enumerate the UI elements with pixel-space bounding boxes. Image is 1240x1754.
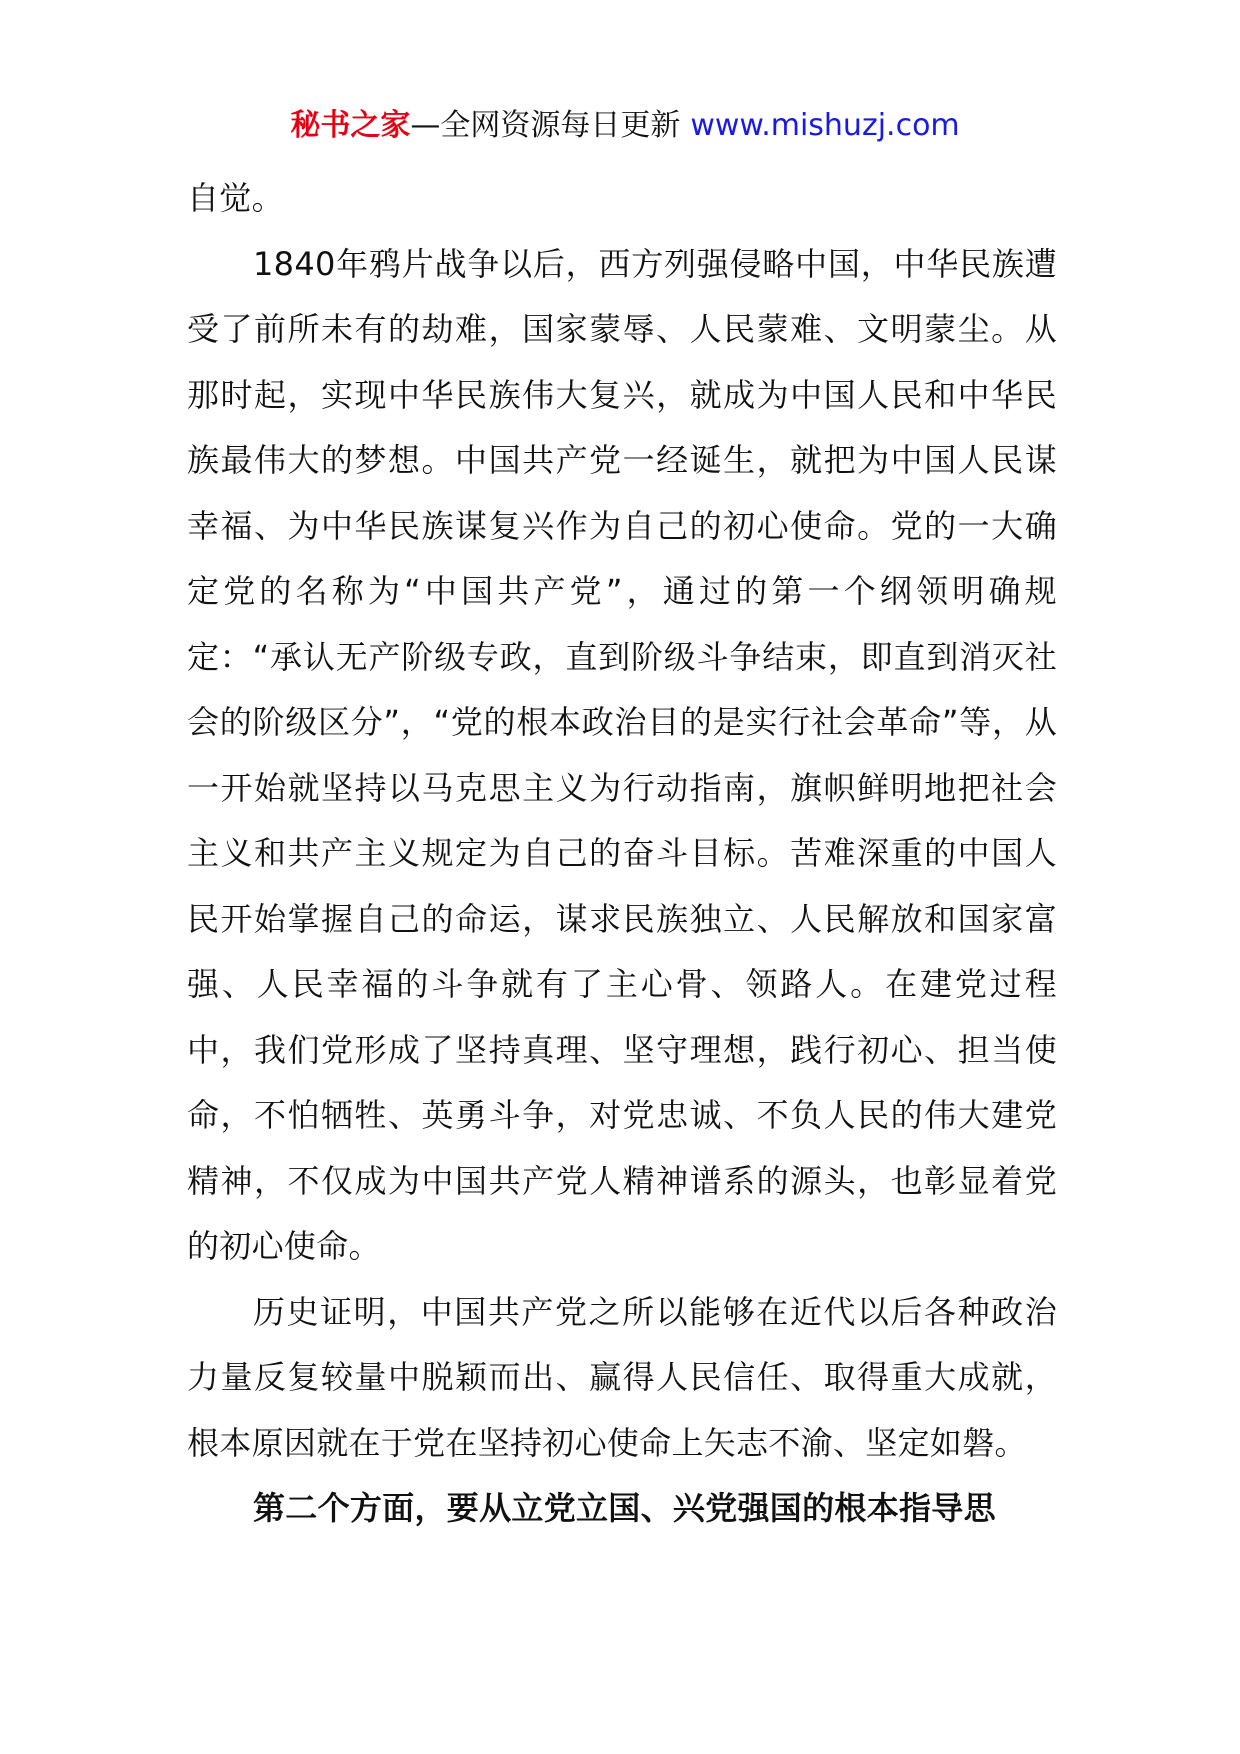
header-tagline: —全网资源每日更新 [410,108,681,143]
paragraph: 1840年鸦片战争以后，西方列强侵略中国，中华民族遭受了前所未有的劫难，国家蒙辱、人民蒙难、文明蒙尘。从那时起，实现中华民族伟大复兴，就成为中国人民和中华民族最伟大的梦想。中国共产党一经诞生，就把为中国人民谋幸福、为中华民族谋复兴作为自己的初心使命。党的一大确定党的名称为“中国共产党”，通过的第一个纲领明确规定：“承认无产阶级专政，直到阶级斗争结束，即直到消灭社会的阶级区分”，“党的根本政治目的是实行社会革命”等，从一开始就坚持以马克思主义为行动指南，旗帜鲜明地把社会主义和共产主义规定为自己的奋斗目标。苦难深重的中国人民开始掌握自己的命运，谋求民族独立、人民解放和国家富强、人民幸福的斗争就有了主心骨、领路人。在建党过程中，我们党形成了坚持真理、坚守理想，践行初心、担当使命，不怕牺牲、英勇斗争，对党忠诚、不负人民的伟大建党精神，不仅成为中国共产党人精神谱系的源头，也彰显着党的初心使命。 [187,244,1057,1265]
site-header [0,104,1240,148]
document-body [187,166,1057,1542]
site-url-link[interactable]: www.mishuzj.com [690,108,960,143]
section-heading-paragraph: 第二个方面，要从立党立国、兴党强国的根本指导思 [253,1489,996,1527]
paragraph: 历史证明，中国共产党之所以能够在近代以后各种政治力量反复较量中脱颖而出、赢得人民信任、取得重大成就，根本原因就在于党在坚持初心使命上矢志不渝、坚定如磐。 [187,1292,1057,1462]
brand-name: 秘书之家 [290,108,411,143]
paragraph-continuation: 自觉。 [187,179,284,217]
